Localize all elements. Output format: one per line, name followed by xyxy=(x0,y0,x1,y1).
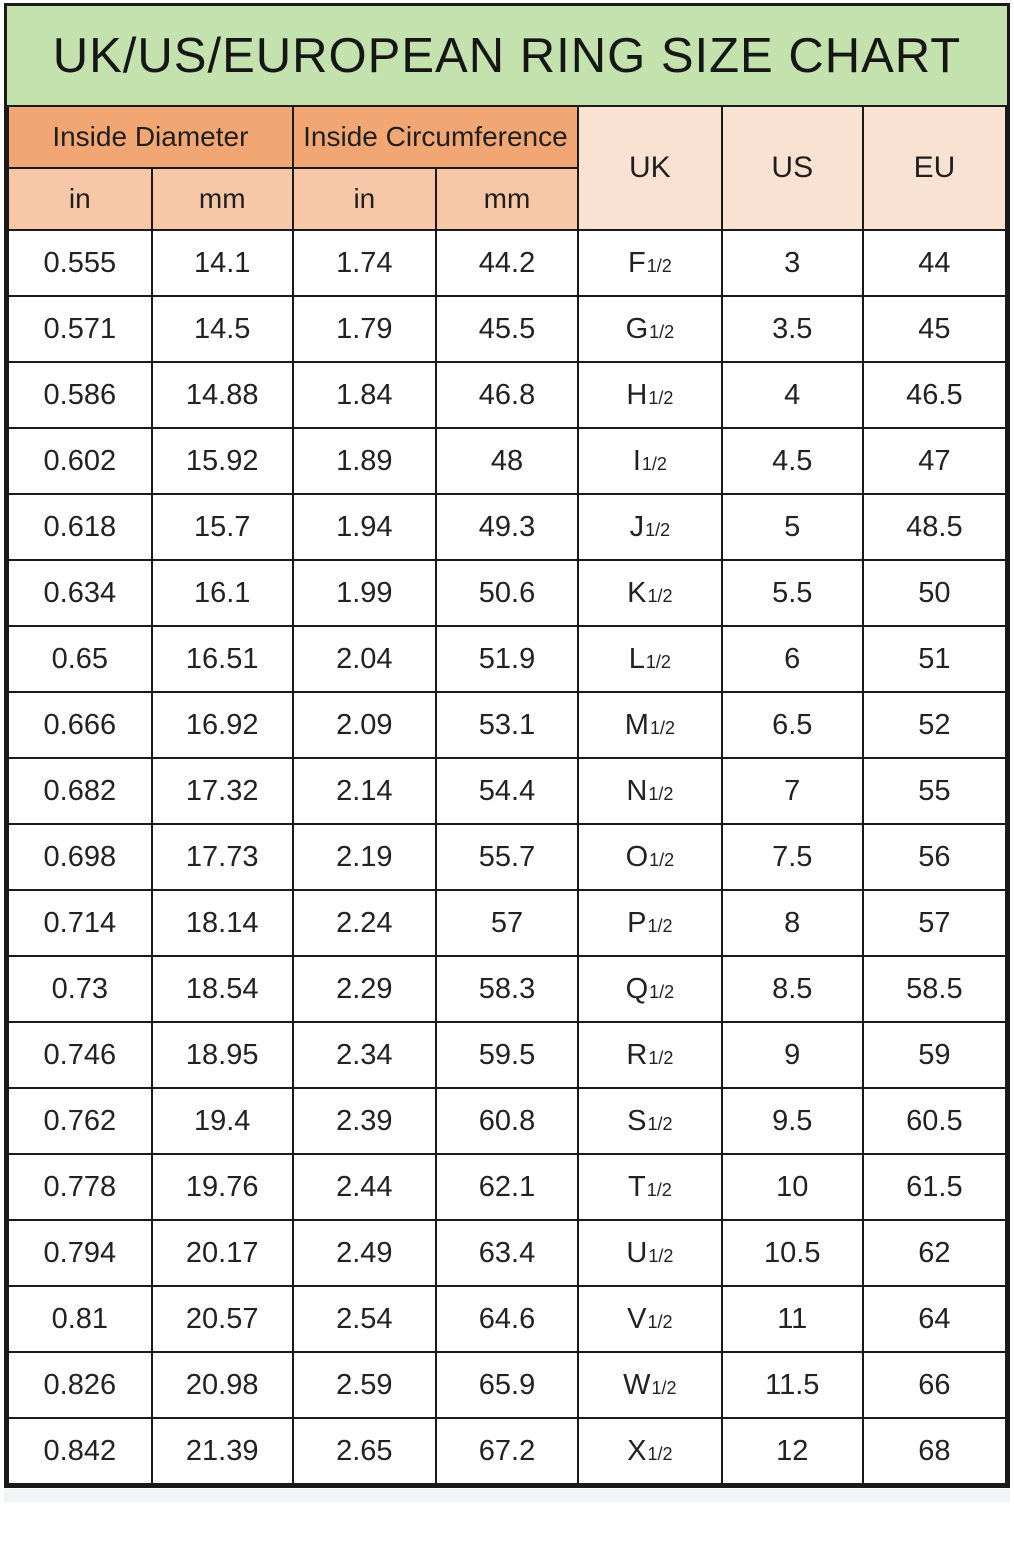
cell-uk-size xyxy=(578,1418,722,1484)
cell-eu-size: 56 xyxy=(863,824,1006,890)
cell-diameter-in: 0.555 xyxy=(8,230,152,296)
cell-diameter-mm: 14.5 xyxy=(152,296,293,362)
cell-circumference-mm: 65.9 xyxy=(436,1352,578,1418)
cell-us-size: 5.5 xyxy=(722,560,863,626)
cell-us-size: 3.5 xyxy=(722,296,863,362)
cell-circumference-in: 2.65 xyxy=(293,1418,436,1484)
header-diameter-mm: mm xyxy=(152,168,293,230)
uk-size-fraction: 1/2 xyxy=(649,321,675,342)
cell-uk-size xyxy=(578,956,722,1022)
cell-diameter-mm: 14.88 xyxy=(152,362,293,428)
cell-circumference-in: 2.59 xyxy=(293,1352,436,1418)
cell-circumference-in: 2.39 xyxy=(293,1088,436,1154)
uk-size-letter: X xyxy=(627,1434,647,1467)
uk-size-fraction: 1/2 xyxy=(648,1047,674,1068)
cell-eu-size: 51 xyxy=(863,626,1006,692)
uk-size-letter: Q xyxy=(625,972,649,1005)
uk-size-letter: V xyxy=(627,1302,647,1335)
cell-diameter-mm: 17.73 xyxy=(152,824,293,890)
cell-diameter-in: 0.762 xyxy=(8,1088,152,1154)
uk-size-fraction: 1/2 xyxy=(646,1179,672,1200)
cell-diameter-in: 0.826 xyxy=(8,1352,152,1418)
uk-size-fraction: 1/2 xyxy=(647,585,673,606)
cell-circumference-mm: 64.6 xyxy=(436,1286,578,1352)
cell-diameter-mm: 18.54 xyxy=(152,956,293,1022)
uk-size-fraction: 1/2 xyxy=(647,915,673,936)
cell-circumference-in: 2.09 xyxy=(293,692,436,758)
cell-circumference-mm: 50.6 xyxy=(436,560,578,626)
cell-diameter-mm: 15.92 xyxy=(152,428,293,494)
cell-diameter-mm: 18.95 xyxy=(152,1022,293,1088)
cell-diameter-in: 0.65 xyxy=(8,626,152,692)
cell-circumference-mm: 57 xyxy=(436,890,578,956)
cell-us-size: 9.5 xyxy=(722,1088,863,1154)
header-inside-circumference: Inside Circumference xyxy=(293,106,578,168)
cell-us-size: 10.5 xyxy=(722,1220,863,1286)
cell-uk-size xyxy=(578,824,722,890)
cell-circumference-in: 1.89 xyxy=(293,428,436,494)
cell-circumference-in: 2.29 xyxy=(293,956,436,1022)
cell-uk-size xyxy=(578,1022,722,1088)
cell-us-size: 12 xyxy=(722,1418,863,1484)
table-row xyxy=(8,1286,1006,1352)
cell-uk-size xyxy=(578,758,722,824)
cell-circumference-mm: 51.9 xyxy=(436,626,578,692)
uk-size-fraction: 1/2 xyxy=(648,783,674,804)
cell-us-size: 5 xyxy=(722,494,863,560)
bottom-margin xyxy=(4,1489,1010,1502)
uk-size-fraction: 1/2 xyxy=(648,387,674,408)
cell-eu-size: 60.5 xyxy=(863,1088,1006,1154)
cell-us-size: 9 xyxy=(722,1022,863,1088)
cell-us-size: 11.5 xyxy=(722,1352,863,1418)
table-row xyxy=(8,1220,1006,1286)
cell-eu-size: 55 xyxy=(863,758,1006,824)
uk-size-fraction: 1/2 xyxy=(647,1113,673,1134)
cell-eu-size: 58.5 xyxy=(863,956,1006,1022)
cell-diameter-mm: 20.98 xyxy=(152,1352,293,1418)
cell-eu-size: 62 xyxy=(863,1220,1006,1286)
cell-us-size: 4.5 xyxy=(722,428,863,494)
chart-title: UK/US/EUROPEAN RING SIZE CHART xyxy=(52,28,962,83)
table-row xyxy=(8,1022,1006,1088)
header-eu: EU xyxy=(863,106,1006,230)
cell-us-size: 7.5 xyxy=(722,824,863,890)
cell-diameter-in: 0.746 xyxy=(8,1022,152,1088)
uk-size-letter: P xyxy=(627,906,647,939)
cell-circumference-mm: 55.7 xyxy=(436,824,578,890)
table-row xyxy=(8,1154,1006,1220)
table-row xyxy=(8,1352,1006,1418)
cell-diameter-in: 0.586 xyxy=(8,362,152,428)
table-row xyxy=(8,296,1006,362)
cell-us-size: 10 xyxy=(722,1154,863,1220)
cell-circumference-mm: 58.3 xyxy=(436,956,578,1022)
cell-us-size: 4 xyxy=(722,362,863,428)
cell-eu-size: 57 xyxy=(863,890,1006,956)
cell-diameter-mm: 14.1 xyxy=(152,230,293,296)
table-row xyxy=(8,494,1006,560)
uk-size-fraction: 1/2 xyxy=(645,651,671,672)
cell-diameter-in: 0.714 xyxy=(8,890,152,956)
uk-size-letter: H xyxy=(626,378,648,411)
table-row xyxy=(8,692,1006,758)
cell-uk-size xyxy=(578,1286,722,1352)
ring-size-chart xyxy=(4,3,1010,1488)
cell-circumference-mm: 45.5 xyxy=(436,296,578,362)
uk-size-fraction: 1/2 xyxy=(645,519,671,540)
cell-diameter-mm: 16.92 xyxy=(152,692,293,758)
cell-us-size: 8.5 xyxy=(722,956,863,1022)
group-header-row xyxy=(8,106,1006,168)
uk-size-letter: J xyxy=(629,510,645,543)
uk-size-letter: R xyxy=(626,1038,648,1071)
table-row xyxy=(8,824,1006,890)
uk-size-letter: G xyxy=(625,312,649,345)
header-inside-diameter: Inside Diameter xyxy=(8,106,293,168)
table-row xyxy=(8,890,1006,956)
cell-uk-size xyxy=(578,230,722,296)
header-uk: UK xyxy=(578,106,722,230)
cell-circumference-in: 2.19 xyxy=(293,824,436,890)
cell-uk-size xyxy=(578,494,722,560)
cell-diameter-in: 0.794 xyxy=(8,1220,152,1286)
cell-diameter-mm: 20.17 xyxy=(152,1220,293,1286)
cell-diameter-in: 0.698 xyxy=(8,824,152,890)
cell-diameter-in: 0.73 xyxy=(8,956,152,1022)
uk-size-letter: M xyxy=(624,708,649,741)
cell-us-size: 6 xyxy=(722,626,863,692)
cell-eu-size: 66 xyxy=(863,1352,1006,1418)
cell-diameter-mm: 17.32 xyxy=(152,758,293,824)
cell-circumference-in: 1.79 xyxy=(293,296,436,362)
cell-circumference-mm: 44.2 xyxy=(436,230,578,296)
cell-circumference-mm: 53.1 xyxy=(436,692,578,758)
cell-circumference-mm: 54.4 xyxy=(436,758,578,824)
cell-uk-size xyxy=(578,1220,722,1286)
cell-diameter-in: 0.842 xyxy=(8,1418,152,1484)
uk-size-letter: K xyxy=(627,576,647,609)
cell-diameter-mm: 21.39 xyxy=(152,1418,293,1484)
cell-eu-size: 68 xyxy=(863,1418,1006,1484)
cell-eu-size: 64 xyxy=(863,1286,1006,1352)
uk-size-fraction: 1/2 xyxy=(647,1443,673,1464)
cell-circumference-in: 2.44 xyxy=(293,1154,436,1220)
cell-diameter-in: 0.618 xyxy=(8,494,152,560)
cell-uk-size xyxy=(578,1154,722,1220)
size-table xyxy=(7,105,1007,1485)
cell-us-size: 8 xyxy=(722,890,863,956)
cell-eu-size: 48.5 xyxy=(863,494,1006,560)
cell-diameter-in: 0.81 xyxy=(8,1286,152,1352)
cell-eu-size: 59 xyxy=(863,1022,1006,1088)
table-row xyxy=(8,560,1006,626)
uk-size-letter: T xyxy=(627,1170,646,1203)
cell-us-size: 6.5 xyxy=(722,692,863,758)
cell-uk-size xyxy=(578,1088,722,1154)
cell-uk-size xyxy=(578,560,722,626)
cell-us-size: 3 xyxy=(722,230,863,296)
table-row xyxy=(8,956,1006,1022)
size-table-body xyxy=(8,230,1006,1484)
cell-diameter-in: 0.602 xyxy=(8,428,152,494)
cell-circumference-mm: 60.8 xyxy=(436,1088,578,1154)
uk-size-fraction: 1/2 xyxy=(649,717,675,738)
cell-diameter-in: 0.682 xyxy=(8,758,152,824)
cell-diameter-in: 0.571 xyxy=(8,296,152,362)
table-row xyxy=(8,1418,1006,1484)
cell-diameter-mm: 19.4 xyxy=(152,1088,293,1154)
chart-title-bar xyxy=(7,6,1007,105)
cell-eu-size: 47 xyxy=(863,428,1006,494)
cell-uk-size xyxy=(578,296,722,362)
uk-size-fraction: 1/2 xyxy=(648,1245,674,1266)
cell-eu-size: 61.5 xyxy=(863,1154,1006,1220)
header-circumference-in: in xyxy=(293,168,436,230)
table-row xyxy=(8,1088,1006,1154)
uk-size-fraction: 1/2 xyxy=(649,981,675,1002)
cell-us-size: 7 xyxy=(722,758,863,824)
cell-circumference-in: 2.49 xyxy=(293,1220,436,1286)
cell-eu-size: 50 xyxy=(863,560,1006,626)
table-row xyxy=(8,626,1006,692)
uk-size-fraction: 1/2 xyxy=(647,1311,673,1332)
uk-size-letter: O xyxy=(625,840,649,873)
cell-circumference-in: 2.04 xyxy=(293,626,436,692)
cell-diameter-in: 0.666 xyxy=(8,692,152,758)
table-row xyxy=(8,428,1006,494)
cell-circumference-in: 2.34 xyxy=(293,1022,436,1088)
cell-eu-size: 52 xyxy=(863,692,1006,758)
uk-size-letter: I xyxy=(632,444,641,477)
cell-circumference-mm: 62.1 xyxy=(436,1154,578,1220)
uk-size-fraction: 1/2 xyxy=(641,453,667,474)
cell-circumference-mm: 63.4 xyxy=(436,1220,578,1286)
cell-diameter-mm: 18.14 xyxy=(152,890,293,956)
cell-uk-size xyxy=(578,1352,722,1418)
cell-uk-size xyxy=(578,626,722,692)
cell-uk-size xyxy=(578,428,722,494)
cell-circumference-in: 2.24 xyxy=(293,890,436,956)
header-us: US xyxy=(722,106,863,230)
uk-size-fraction: 1/2 xyxy=(646,255,672,276)
header-circumference-mm: mm xyxy=(436,168,578,230)
table-row xyxy=(8,362,1006,428)
table-row xyxy=(8,230,1006,296)
table-row xyxy=(8,758,1006,824)
cell-diameter-mm: 16.51 xyxy=(152,626,293,692)
cell-circumference-in: 1.74 xyxy=(293,230,436,296)
uk-size-fraction: 1/2 xyxy=(651,1377,677,1398)
cell-eu-size: 46.5 xyxy=(863,362,1006,428)
cell-diameter-in: 0.778 xyxy=(8,1154,152,1220)
uk-size-letter: S xyxy=(627,1104,647,1137)
header-diameter-in: in xyxy=(8,168,152,230)
uk-size-letter: L xyxy=(628,642,645,675)
cell-circumference-mm: 46.8 xyxy=(436,362,578,428)
cell-uk-size xyxy=(578,692,722,758)
cell-eu-size: 44 xyxy=(863,230,1006,296)
cell-circumference-in: 1.94 xyxy=(293,494,436,560)
cell-diameter-in: 0.634 xyxy=(8,560,152,626)
cell-circumference-in: 1.84 xyxy=(293,362,436,428)
cell-circumference-mm: 49.3 xyxy=(436,494,578,560)
cell-diameter-mm: 20.57 xyxy=(152,1286,293,1352)
uk-size-letter: F xyxy=(627,246,646,279)
cell-circumference-in: 2.54 xyxy=(293,1286,436,1352)
cell-diameter-mm: 15.7 xyxy=(152,494,293,560)
cell-uk-size xyxy=(578,362,722,428)
uk-size-letter: N xyxy=(626,774,648,807)
cell-eu-size: 45 xyxy=(863,296,1006,362)
cell-circumference-in: 2.14 xyxy=(293,758,436,824)
cell-circumference-mm: 67.2 xyxy=(436,1418,578,1484)
cell-diameter-mm: 19.76 xyxy=(152,1154,293,1220)
uk-size-letter: U xyxy=(626,1236,648,1269)
cell-circumference-in: 1.99 xyxy=(293,560,436,626)
uk-size-letter: W xyxy=(623,1368,651,1401)
uk-size-fraction: 1/2 xyxy=(649,849,675,870)
cell-diameter-mm: 16.1 xyxy=(152,560,293,626)
cell-uk-size xyxy=(578,890,722,956)
size-table-header xyxy=(8,106,1006,230)
cell-us-size: 11 xyxy=(722,1286,863,1352)
cell-circumference-mm: 59.5 xyxy=(436,1022,578,1088)
cell-circumference-mm: 48 xyxy=(436,428,578,494)
